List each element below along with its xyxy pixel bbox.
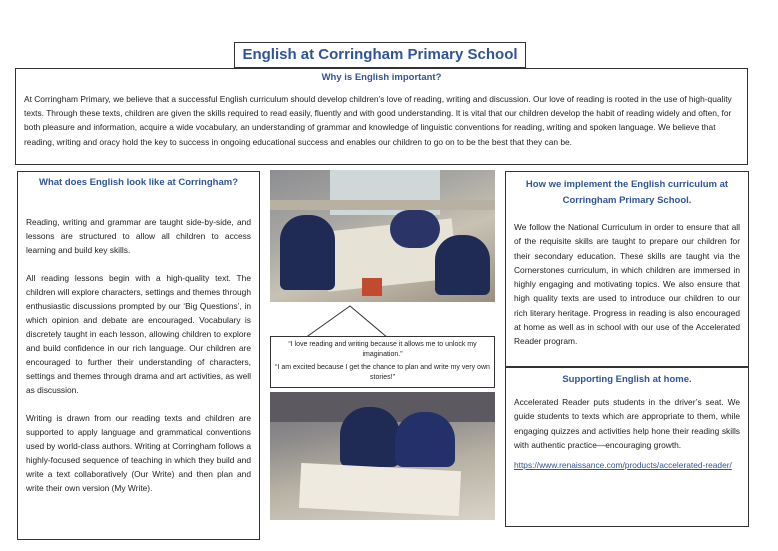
page-title: English at Corringham Primary School <box>242 46 518 63</box>
support-body: Accelerated Reader puts students in the driver’s seat. We guide students to texts which are appropriate to them, while engaging quizzes and activities help hone their reading skills with authentic practice—encouraging growth. <box>514 397 740 450</box>
right-body: We follow the National Curriculum in order to ensure that all of the requisite skills are taught to prepare our children for their secondary education. These skills are taught via the Cornerstones curriculum, in which children are immersed in highly engaging and motivating topics. We also ensure that high quality texts are used to introduce our children to our rich literary heritage. Progress in reading is also encouraged at home as well as in school with our use of the Accelerated Reader program. <box>514 222 740 347</box>
classroom-photo-bottom <box>270 392 495 520</box>
pupil-quotes <box>270 302 495 388</box>
classroom-photo-top <box>270 170 495 302</box>
pupil-shape <box>395 412 455 467</box>
book-shape <box>362 278 382 296</box>
pupil-shape <box>340 407 400 467</box>
accelerated-reader-link[interactable]: https://www.renaissance.com/products/accelerated-reader/ <box>514 460 732 471</box>
support-heading: Supporting English at home. <box>562 374 692 385</box>
intro-body: At Corringham Primary, we believe that a successful English curriculum should develop children’s love of reading, writing and discussion. Our love of reading is rooted in the use of high-quality texts. Through these texts, children are given the skills required to read easily, fluently and with good understanding. It is vital that our children develop the habit of reading widely and often, for both pleasure and information, acquire a wide vocabulary, an understanding of grammar and knowledge of linguistic conventions for reading, writing and spoken language. We believe that reading, writing and oracy hold the key to success in ongoing educational success and enables our children to go on to be the best that they can be. <box>24 94 732 147</box>
pupil-shape <box>435 235 490 295</box>
wall-shape <box>270 200 495 210</box>
what-english-looks-like-section <box>17 171 260 540</box>
quote-box <box>270 336 495 388</box>
intro-section <box>15 68 748 165</box>
intro-heading: Why is English important? <box>321 72 442 83</box>
left-paragraph-3: Writing is drawn from our reading texts and children are supported to apply language and grammatical conventions used by world-class authors. Writing at Corringham follows a highly-focused sequence of teaching in which they build and write a text collaboratively (Our Write) and then plan and write their own version (My Write). <box>26 413 251 493</box>
left-heading: What does English look like at Corringham? <box>39 177 238 188</box>
pupil-shape <box>280 215 335 290</box>
left-paragraph-2: All reading lessons begin with a high-quality text. The children will explore characters, settings and themes through enthusiastic discussions prompted by our ‘Big Questions’, in which opinion and debate are encouraged. Vocabulary is discretely taught in each lesson, allowing children to explore and build confidence in our rich language. Our children are encouraged to further their understanding of characters, settings and themes through drama and art activities, as well as discussion. <box>26 273 251 395</box>
quote-2: “I am excited because I get the chance to plan and write my very own stories!” <box>275 364 490 381</box>
table-paper-shape <box>299 463 461 516</box>
quote-1: “I love reading and writing because it allows me to unlock my imagination.” <box>288 341 477 358</box>
pupil-shape <box>390 210 440 248</box>
left-paragraph-1: Reading, writing and grammar are taught side-by-side, and lessons are structured to allow all children to access learning and build key skills. <box>26 217 251 255</box>
title-box <box>234 42 526 68</box>
supporting-english-section <box>505 367 749 527</box>
right-heading: How we implement the English curriculum at Corringham Primary School. <box>525 179 729 206</box>
implementation-section <box>505 171 749 367</box>
